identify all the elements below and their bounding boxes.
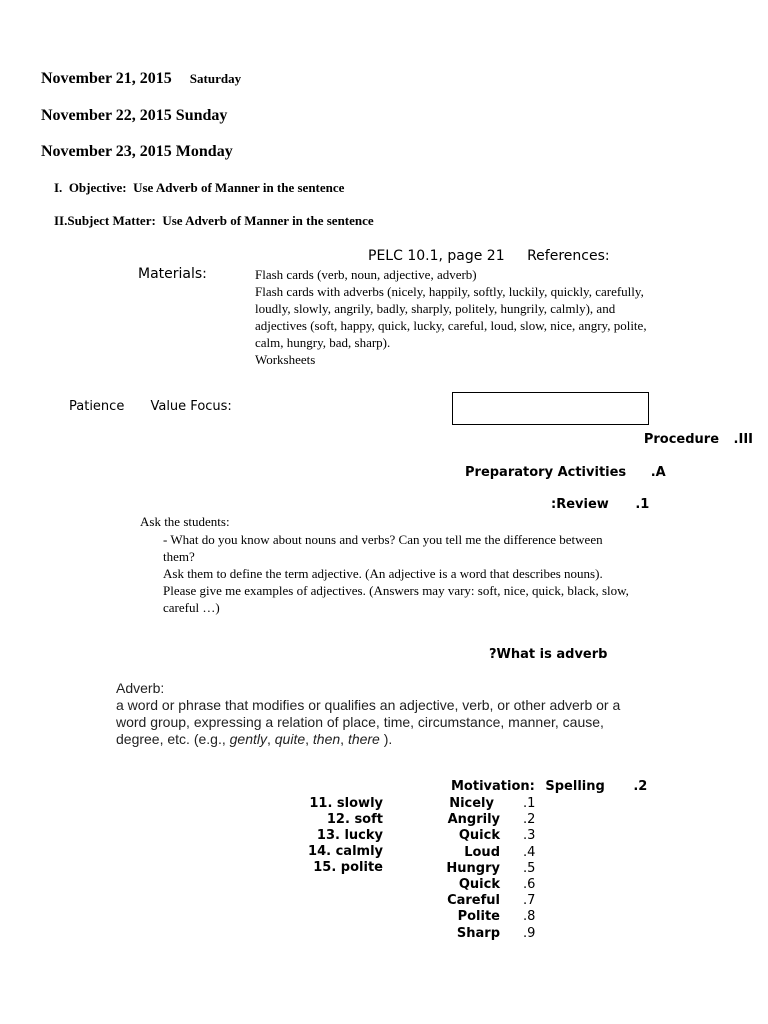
materials-line: Flash cards (verb, noun, adjective, adverb) — [255, 267, 477, 282]
spelling-word: 11. slowly — [309, 796, 383, 811]
spelling-number: .5 — [523, 860, 536, 876]
materials-line: Worksheets — [255, 352, 316, 367]
preparatory-heading — [465, 465, 666, 480]
references-line — [368, 248, 610, 264]
materials-line: Flash cards with adverbs (nicely, happily, softly, luckily, quickly, carefully, — [255, 284, 644, 299]
motivation-label: Motivation: — [451, 779, 535, 794]
motivation-subject: Spelling — [545, 779, 605, 794]
materials-line: loudly, slowly, angrily, badly, sharply, politely, hungrily, calmly), and — [255, 301, 616, 316]
motivation-heading — [451, 779, 647, 794]
spelling-number: .8 — [523, 909, 536, 925]
adverb-label: Adverb: — [116, 680, 165, 696]
adverb-line-3 — [116, 731, 620, 748]
subject-matter-label: II.Subject Matter: — [54, 213, 156, 228]
motivation-numeral: .2 — [633, 779, 648, 794]
example-quite: quite — [274, 731, 306, 747]
value-focus-label: Value Focus: — [150, 399, 232, 414]
spelling-word: Loud — [464, 844, 500, 860]
spelling-word: Nicely — [449, 796, 494, 811]
review-questions — [163, 531, 629, 616]
preparatory-title: Preparatory Activities — [465, 465, 627, 480]
spelling-word: Quick — [458, 828, 500, 844]
adverb-line-3-start: degree, etc. (e.g., — [116, 731, 230, 747]
review-intro: Ask the students: — [140, 514, 230, 529]
spelling-left-list — [268, 796, 383, 876]
spelling-number: .3 — [523, 828, 536, 844]
references-label: References: — [527, 248, 610, 264]
spelling-word: Angrily — [447, 812, 500, 828]
adverb-line-3-end: ). — [379, 731, 393, 747]
spelling-number: .2 — [523, 812, 536, 828]
preparatory-numeral: .A — [650, 465, 666, 480]
procedure-heading — [644, 432, 753, 447]
spelling-number: .1 — [523, 796, 536, 811]
procedure-title: Procedure — [643, 432, 720, 447]
example-gently: gently — [229, 731, 267, 747]
spelling-word: 13. lucky — [316, 828, 383, 843]
objective-text: Use Adverb of Manner in the sentence — [133, 180, 345, 195]
review-numeral: .1 — [635, 497, 650, 512]
day-1: Saturday — [189, 71, 242, 86]
review-line: careful …) — [163, 600, 220, 615]
date-line-1 — [41, 70, 241, 88]
review-line: Ask them to define the term adjective. (An adjective is a word that describes nouns). — [163, 566, 603, 581]
example-separator: , — [266, 731, 275, 747]
example-then: then — [312, 731, 341, 747]
adverb-line-2: word group, expressing a relation of place, time, circumstance, manner, cause, — [116, 714, 604, 730]
value-focus-value: Patience — [69, 399, 125, 414]
spelling-right-list — [410, 796, 500, 942]
adverb-question: ?What is adverb — [489, 647, 608, 662]
review-line: Please give me examples of adjectives. (Answers may vary: soft, nice, quick, black, slow, — [163, 583, 629, 598]
adverb-line-1: a word or phrase that modifies or qualifies an adjective, verb, or other adverb or a — [116, 697, 621, 713]
spelling-word: Hungry — [446, 860, 500, 876]
spelling-number-list — [523, 796, 535, 942]
review-heading — [551, 497, 649, 512]
spelling-word: Sharp — [456, 925, 500, 941]
spelling-word: Polite — [457, 909, 500, 925]
materials-list — [255, 266, 647, 368]
review-title: :Review — [551, 497, 609, 512]
spelling-number: .6 — [523, 877, 536, 893]
example-there: there — [347, 731, 380, 747]
spelling-word: 12. soft — [326, 812, 383, 827]
objective-label: Objective: — [68, 180, 127, 195]
procedure-numeral: .III — [733, 432, 753, 447]
review-line: - What do you know about nouns and verbs? Can you tell me the difference between — [163, 532, 603, 547]
spelling-word: 15. polite — [313, 860, 383, 875]
references-value: PELC 10.1, page 21 — [368, 248, 505, 264]
materials-label: Materials: — [138, 266, 207, 282]
objective-numeral: I. — [54, 180, 63, 195]
spelling-number: .4 — [523, 844, 536, 860]
value-focus-line — [69, 399, 232, 414]
date-line-2: November 22, 2015 Sunday — [41, 107, 228, 124]
spelling-number: .9 — [523, 925, 536, 941]
subject-matter-text: Use Adverb of Manner in the sentence — [162, 213, 374, 228]
objective-line — [54, 180, 344, 196]
subject-matter-line — [54, 213, 374, 229]
spelling-word: Quick — [458, 877, 500, 893]
date-line-3: November 23, 2015 Monday — [41, 143, 233, 160]
date-1: November 21, 2015 — [41, 70, 172, 87]
spelling-word: Careful — [447, 893, 500, 909]
spelling-word: 14. calmly — [308, 844, 383, 859]
adverb-definition — [116, 680, 620, 748]
materials-line: calm, hungry, bad, sharp). — [255, 335, 391, 350]
materials-line: adjectives (soft, happy, quick, lucky, careful, loud, slow, nice, angry, polite, — [255, 318, 647, 333]
value-focus-box — [452, 392, 649, 425]
review-line: them? — [163, 549, 195, 564]
example-separator: , — [340, 731, 348, 747]
example-separator: , — [305, 731, 313, 747]
spelling-number: .7 — [523, 893, 536, 909]
